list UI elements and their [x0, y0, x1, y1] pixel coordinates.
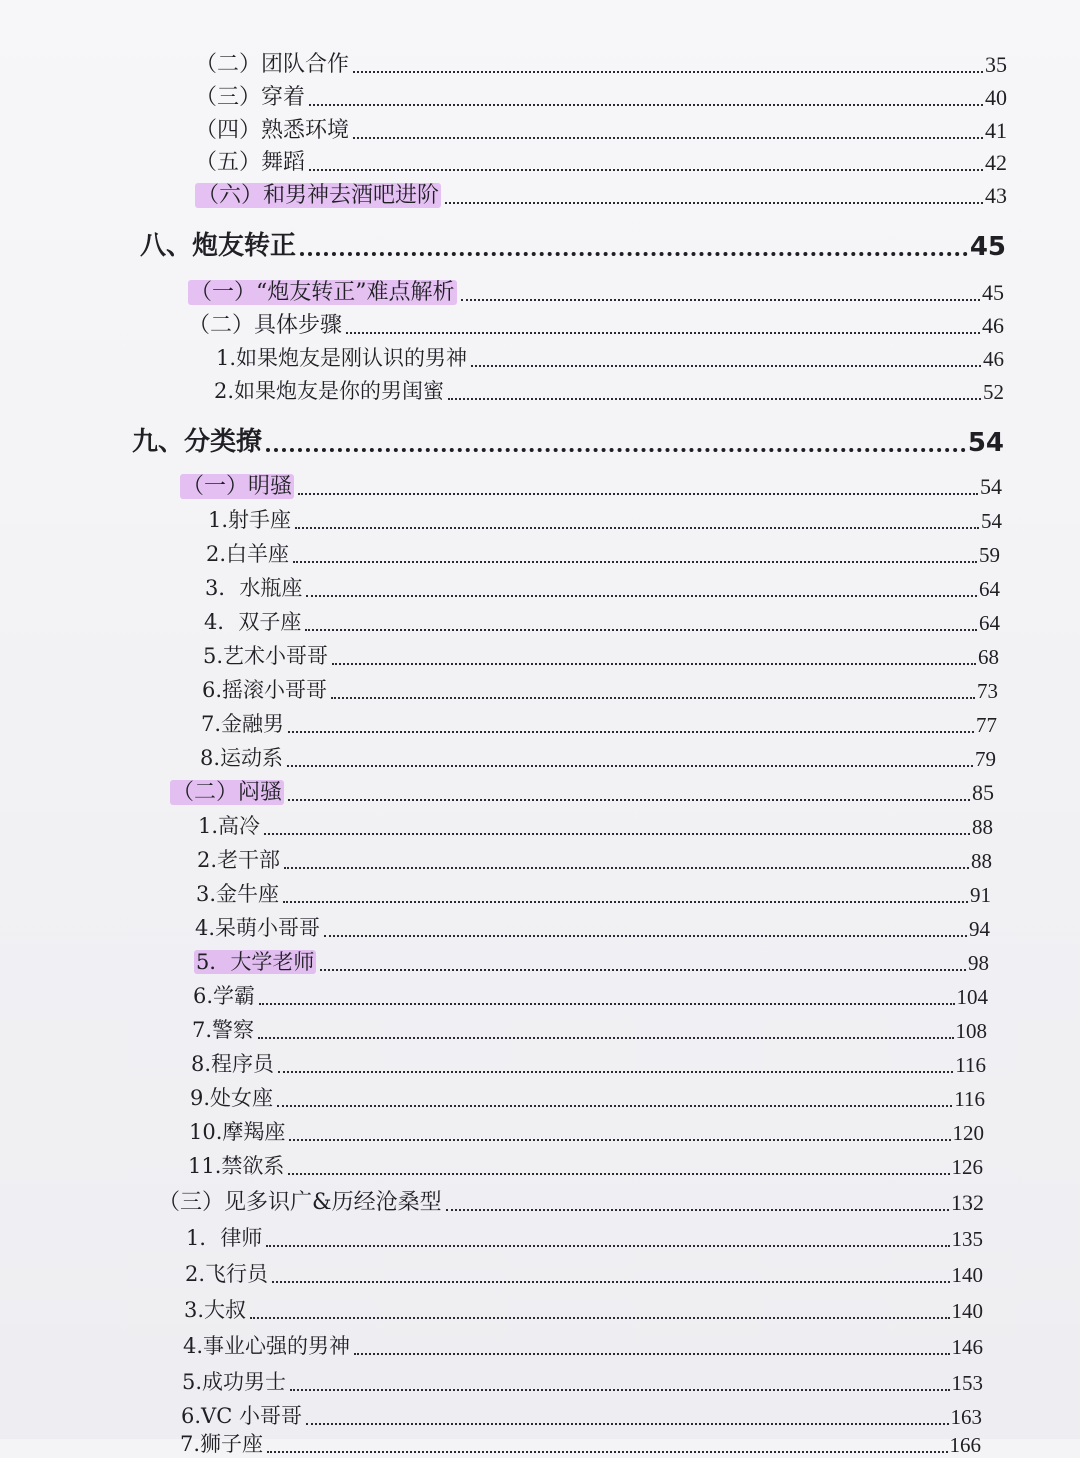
- dot-leader: [289, 1139, 950, 1141]
- toc-entry: [188, 272, 1004, 306]
- toc-page-number: 108: [955, 1019, 987, 1043]
- toc-entry-label: 10.摩羯座: [189, 1120, 286, 1144]
- toc-entry-label: 11.禁欲系: [188, 1154, 285, 1178]
- dot-leader: [448, 398, 981, 400]
- toc-entry: [195, 175, 1007, 209]
- toc-page-number: 54: [967, 428, 1004, 458]
- dot-leader: [461, 299, 981, 301]
- dot-leader: [267, 1451, 947, 1453]
- dot-leader: [266, 1245, 949, 1247]
- toc-entry-label: [150, 1401, 308, 1432]
- toc-entry-label: （三）见多识广&历经沧桑型: [158, 1190, 442, 1215]
- toc-page-number: 104: [956, 985, 988, 1009]
- toc-entry-label: 8.运动系: [200, 746, 284, 770]
- toc-entry-label: 7.狮子座: [180, 1432, 264, 1456]
- dot-leader: [298, 493, 978, 495]
- dot-leader: [353, 71, 983, 73]
- dot-leader: [266, 448, 966, 452]
- toc-page-number: 85: [972, 780, 994, 805]
- toc-entry: [183, 1326, 983, 1360]
- highlight-mark: （一）“炮友转正”难点解析: [190, 280, 455, 305]
- toc-entry-label: 7.警察: [192, 1018, 255, 1042]
- toc-chapter: [132, 418, 1004, 458]
- toc-page-number: 46: [983, 347, 1004, 371]
- toc-entry-label: [195, 178, 445, 209]
- toc-page-number: 46: [982, 313, 1004, 338]
- dot-leader: [288, 799, 970, 801]
- toc-entry-label: 6.摇滚小哥哥: [202, 678, 328, 702]
- dot-leader: [295, 527, 979, 529]
- dot-leader: [353, 137, 983, 139]
- toc-entry-label: 1.如果炮友是刚认识的男神: [216, 346, 468, 370]
- toc-page-number: 43: [985, 183, 1007, 208]
- dot-leader: [305, 629, 977, 631]
- toc-page-number: 116: [955, 1053, 986, 1077]
- toc-entry: [185, 1254, 983, 1288]
- toc-entry-label: 9.处女座: [190, 1086, 274, 1110]
- toc-entry-label: 2.如果炮友是你的男闺蜜: [214, 379, 445, 403]
- toc-entry-label: 3.大叔: [184, 1298, 247, 1322]
- toc-page-number: 45: [982, 280, 1004, 305]
- toc-entry-label: 3.金牛座: [196, 882, 280, 906]
- toc-entry-label: 2.老干部: [197, 848, 281, 872]
- toc-page-number: 116: [954, 1087, 985, 1111]
- dot-leader: [293, 561, 977, 563]
- toc-entry-label: 2.白羊座: [206, 542, 290, 566]
- dot-leader: [309, 104, 983, 106]
- toc-entry-label: [194, 946, 320, 976]
- toc-entry: [198, 806, 993, 840]
- toc-entry-label: 6.VC 小哥哥: [181, 1404, 302, 1428]
- toc-page-number: 40: [985, 85, 1007, 110]
- toc-entry: [216, 338, 1004, 372]
- toc-entry: [193, 976, 988, 1010]
- toc-entry: [182, 1362, 983, 1396]
- dot-leader: [446, 1209, 949, 1211]
- toc-page-number: 132: [951, 1190, 984, 1215]
- toc-entry-label: 5.艺术小哥哥: [203, 644, 329, 668]
- toc-entry-label: （三）穿着: [195, 85, 306, 110]
- dot-leader: [308, 1425, 945, 1427]
- toc-entry: [189, 1112, 984, 1146]
- toc-entry-label: （二）具体步骤: [188, 313, 343, 338]
- toc-entry: [200, 738, 996, 772]
- toc-page-number: 54: [980, 474, 1002, 499]
- toc-page-number: 64: [979, 577, 1000, 601]
- toc-entry: [195, 908, 990, 942]
- toc-page-number: 166: [949, 1433, 981, 1457]
- toc-entry: [191, 1044, 986, 1078]
- dot-leader: [264, 833, 970, 835]
- dot-leader: [277, 1105, 952, 1107]
- toc-entry: [204, 602, 1000, 636]
- toc-page-number: 98: [968, 951, 989, 975]
- dot-leader: [283, 901, 968, 903]
- toc-entry-label: 4.事业心强的男神: [183, 1334, 351, 1358]
- toc-entry-label: 1.射手座: [208, 508, 292, 532]
- toc-page-number: 120: [952, 1121, 984, 1145]
- toc-page-number: 54: [981, 509, 1002, 533]
- toc-entry: [188, 1146, 983, 1180]
- toc-entry: [195, 142, 1007, 176]
- dot-leader: [332, 663, 976, 665]
- toc-entry-label: 8.程序员: [191, 1052, 275, 1076]
- toc-page-number: 88: [972, 815, 993, 839]
- toc-entry-label: 4．双子座: [204, 610, 302, 634]
- dot-leader: [300, 252, 968, 256]
- toc-page-number: 52: [983, 380, 1004, 404]
- dot-leader: [284, 867, 969, 869]
- toc-entry: [206, 534, 1000, 568]
- toc-page-number: 77: [976, 713, 997, 737]
- toc-entry: [205, 568, 1000, 602]
- dot-leader: [288, 1173, 949, 1175]
- toc-entry: [195, 44, 1007, 78]
- dot-leader: [278, 1071, 953, 1073]
- dot-leader: [471, 365, 981, 367]
- dot-leader: [287, 765, 973, 767]
- toc-entry-label: 7.金融男: [201, 712, 285, 736]
- toc-entry: [186, 1218, 983, 1252]
- toc-entry: [190, 1078, 985, 1112]
- toc-entry: [214, 371, 1004, 405]
- toc-page-number: 91: [970, 883, 991, 907]
- toc-entry: [194, 942, 989, 976]
- dot-leader: [445, 202, 983, 204]
- dot-leader: [250, 1317, 949, 1319]
- toc-page-number: 42: [985, 150, 1007, 175]
- toc-entry-label: 5.成功男士: [182, 1370, 287, 1394]
- dot-leader: [272, 1281, 949, 1283]
- toc-page-number: 41: [985, 118, 1007, 143]
- dot-leader: [309, 169, 983, 171]
- toc-entry-label: [180, 469, 298, 500]
- toc-entry: [196, 874, 991, 908]
- toc-page-number: [945, 1406, 980, 1432]
- toc-page-number: 126: [951, 1155, 983, 1179]
- toc-page-number: 135: [951, 1227, 983, 1251]
- toc-chapter: [140, 222, 1006, 262]
- toc-entry-label: （二）团队合作: [195, 52, 350, 77]
- toc-entry-label: [170, 775, 288, 806]
- dot-leader: [258, 1037, 953, 1039]
- toc-page-number: 140: [951, 1299, 983, 1323]
- toc-entry: [180, 466, 1002, 500]
- toc-entry: [201, 704, 997, 738]
- toc-entry: [158, 1182, 984, 1216]
- highlight-mark: （二）闷骚: [172, 780, 283, 805]
- toc-page-number: 94: [969, 917, 990, 941]
- toc-page-number: 45: [969, 232, 1006, 262]
- toc-entry-label: 4.呆萌小哥哥: [195, 916, 321, 940]
- toc-page-number: 153: [951, 1371, 983, 1395]
- toc-page-number: 59: [979, 543, 1000, 567]
- dot-leader: [288, 731, 974, 733]
- toc-chapter-label: 八、炮友转正: [140, 231, 297, 261]
- dot-leader: [290, 1389, 949, 1391]
- toc-page-number: 35: [985, 52, 1007, 77]
- toc-entry-label: [188, 275, 461, 306]
- dot-leader: [331, 697, 975, 699]
- toc-entry: [184, 1290, 983, 1324]
- highlight-mark: 5．大学老师: [196, 950, 315, 974]
- toc-entry: [208, 500, 1002, 534]
- toc-entry-label: 2.飞行员: [185, 1262, 269, 1286]
- toc-chapter-label: 九、分类撩: [132, 427, 263, 457]
- toc-entry-label: 6.学霸: [193, 984, 256, 1008]
- toc-page-number: 163: [950, 1405, 982, 1429]
- toc-entry-label: 1．律师: [186, 1226, 263, 1250]
- toc-entry: [203, 636, 999, 670]
- toc-page-number: 88: [971, 849, 992, 873]
- dot-leader: [259, 1003, 954, 1005]
- highlight-mark: （六）和男神去酒吧进阶: [197, 183, 440, 208]
- toc-entry-label: 1.高冷: [198, 814, 261, 838]
- dot-leader: [346, 332, 980, 334]
- dot-leader: [324, 935, 967, 937]
- dot-leader: [320, 969, 966, 971]
- toc-entry: [192, 1010, 987, 1044]
- toc-page-number: 140: [951, 1263, 983, 1287]
- toc-entry: [170, 772, 994, 806]
- toc-entry-label: （五）舞蹈: [195, 150, 306, 175]
- toc-entry: [195, 77, 1007, 111]
- toc-page-number: 73: [977, 679, 998, 703]
- toc-entry: [197, 840, 992, 874]
- toc-entry-label: 3．水瓶座: [205, 576, 303, 600]
- toc-entry: [195, 110, 1007, 144]
- toc-entry: [188, 305, 1004, 339]
- dot-leader: [306, 595, 977, 597]
- dot-leader: [354, 1353, 949, 1355]
- toc-entry: [202, 670, 998, 704]
- toc-page-number: 146: [951, 1335, 983, 1359]
- toc-page-number: 68: [978, 645, 999, 669]
- highlight-mark: （一）明骚: [182, 474, 293, 499]
- toc-entry-label: （四）熟悉环境: [195, 118, 350, 143]
- toc-page-number: 79: [975, 747, 996, 771]
- toc-page-number: 64: [979, 611, 1000, 635]
